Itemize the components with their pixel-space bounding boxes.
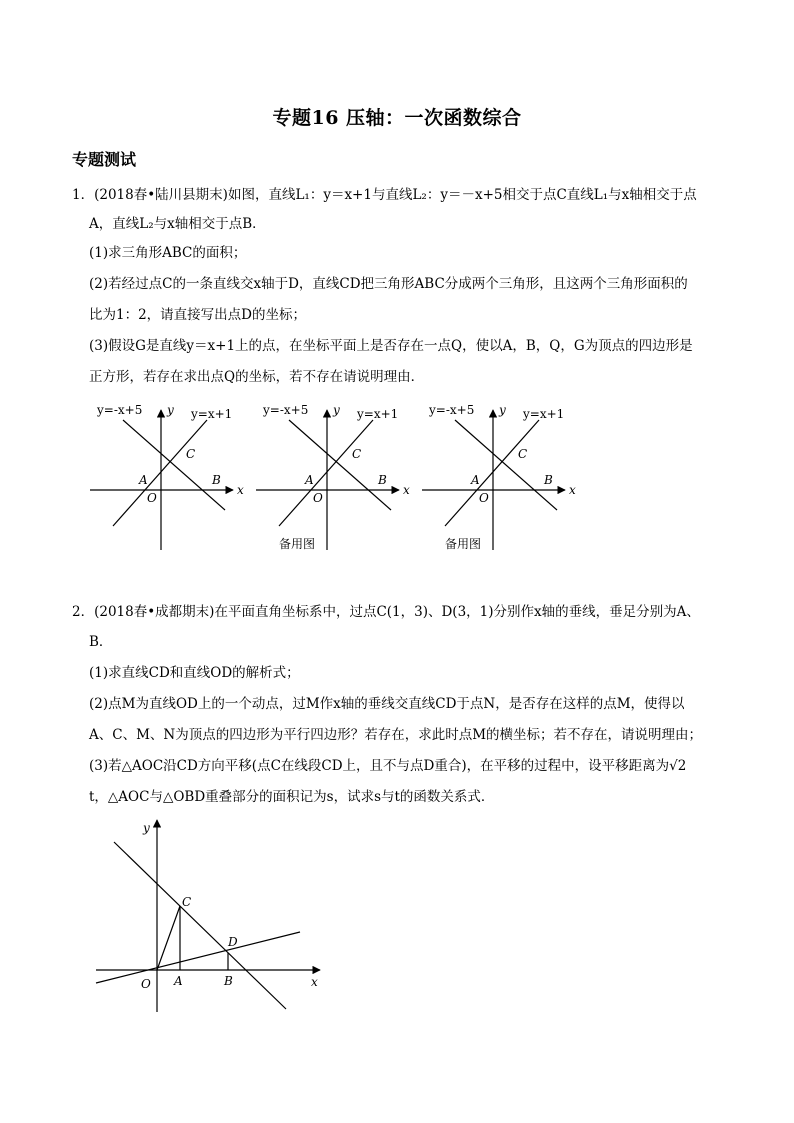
q1-fig2-caption: 备用图 bbox=[279, 537, 316, 551]
page-title: 专题16 压轴：一次函数综合 bbox=[272, 107, 522, 129]
q1-fig3-B: B bbox=[544, 473, 553, 487]
q1-figure-spare-1 bbox=[256, 403, 410, 551]
q1-fig2-x: x bbox=[403, 483, 410, 497]
q1-fig1-eq1: y=-x+5 bbox=[97, 403, 143, 417]
section-heading: 专题测试 bbox=[72, 150, 137, 169]
q2-part3b: t，△AOC与△OBD重叠部分的面积记为s，试求s与t的函数关系式． bbox=[89, 789, 495, 805]
q1-fig1-B: B bbox=[212, 473, 221, 487]
q2-fig-O: O bbox=[141, 977, 151, 991]
q1-fig2-eq1: y=-x+5 bbox=[263, 403, 309, 417]
q1-line1: 1．(2018春•陆川县期末)如图，直线L₁：y＝x+1与直线L₂：y＝－x+5相交于点C直线L₁与x轴相交于点 bbox=[72, 187, 697, 203]
q1-part3b: 正方形，若存在求出点Q的坐标，若不存在请说明理由． bbox=[89, 369, 425, 385]
q2-part1: (1)求直线CD和直线OD的解析式； bbox=[89, 665, 300, 681]
q1-fig1-eq2: y=x+1 bbox=[191, 407, 233, 421]
q1-fig1-A: A bbox=[139, 473, 148, 487]
q2-part3a: (3)若△AOC沿CD方向平移(点C在线段CD上，且不与点D重合)，在平移的过程中，设平移距离为√2 bbox=[89, 758, 687, 774]
q2-fig-B: B bbox=[224, 974, 233, 988]
q1-part1: (1)求三角形ABC的面积； bbox=[89, 245, 247, 261]
q1-part3a: (3)假设G是直线y＝x+1上的点，在坐标平面上是否存在一点Q，使以A，B，Q，G为顶点的四边形是 bbox=[89, 338, 693, 354]
q1-fig3-caption: 备用图 bbox=[445, 537, 482, 551]
q1-fig3-O: O bbox=[479, 491, 489, 505]
q2-figure bbox=[90, 812, 340, 1017]
q1-fig1-y: y bbox=[167, 403, 174, 417]
q1-fig2-eq2: y=x+1 bbox=[357, 407, 399, 421]
q2-fig-D: D bbox=[228, 935, 238, 949]
q1-figure-main bbox=[90, 403, 244, 550]
q2-line1: 2．(2018春•成都期末)在平面直角坐标系中，过点C(1，3)、D(3，1)分别作x轴的垂线，垂足分别为A、 bbox=[72, 604, 700, 620]
q1-fig2-O: O bbox=[313, 491, 323, 505]
q1-fig3-A: A bbox=[471, 473, 480, 487]
q2-part2b: A、C、M、N为顶点的四边形为平行四边形？若存在，求此时点M的横坐标；若不存在，请说明理由； bbox=[89, 727, 703, 743]
q1-fig2-C: C bbox=[352, 447, 362, 461]
q2-part2a: (2)点M为直线OD上的一个动点，过M作x轴的垂线交直线CD于点N，是否存在这样的点M，使得以 bbox=[89, 696, 685, 712]
q1-fig1-O: O bbox=[147, 491, 157, 505]
q2-line2: B． bbox=[89, 634, 113, 650]
q1-fig1-C: C bbox=[186, 447, 196, 461]
q1-fig3-y: y bbox=[499, 403, 506, 417]
q2-fig-x: x bbox=[311, 975, 318, 989]
q1-part2a: (2)若经过点C的一条直线交x轴于D，直线CD把三角形ABC分成两个三角形，且这两个三角形面积的 bbox=[89, 276, 688, 292]
q1-figure-spare-2 bbox=[422, 403, 576, 551]
q1-fig1-x: x bbox=[237, 483, 244, 497]
q1-fig2-B: B bbox=[378, 473, 387, 487]
q1-fig2-y: y bbox=[333, 403, 340, 417]
q2-fig-C: C bbox=[182, 895, 192, 909]
q1-fig3-x: x bbox=[569, 483, 576, 497]
q1-line2: A，直线L₂与x轴相交于点B． bbox=[89, 216, 266, 232]
q1-fig3-eq1: y=-x+5 bbox=[429, 403, 475, 417]
q2-fig-y: y bbox=[143, 821, 150, 835]
q2-fig-A: A bbox=[174, 974, 183, 988]
q1-fig3-C: C bbox=[518, 447, 528, 461]
q1-fig2-A: A bbox=[305, 473, 314, 487]
q1-part2b: 比为1：2，请直接写出点D的坐标； bbox=[89, 307, 307, 323]
q1-fig3-eq2: y=x+1 bbox=[523, 407, 565, 421]
q1-figures bbox=[85, 398, 585, 558]
